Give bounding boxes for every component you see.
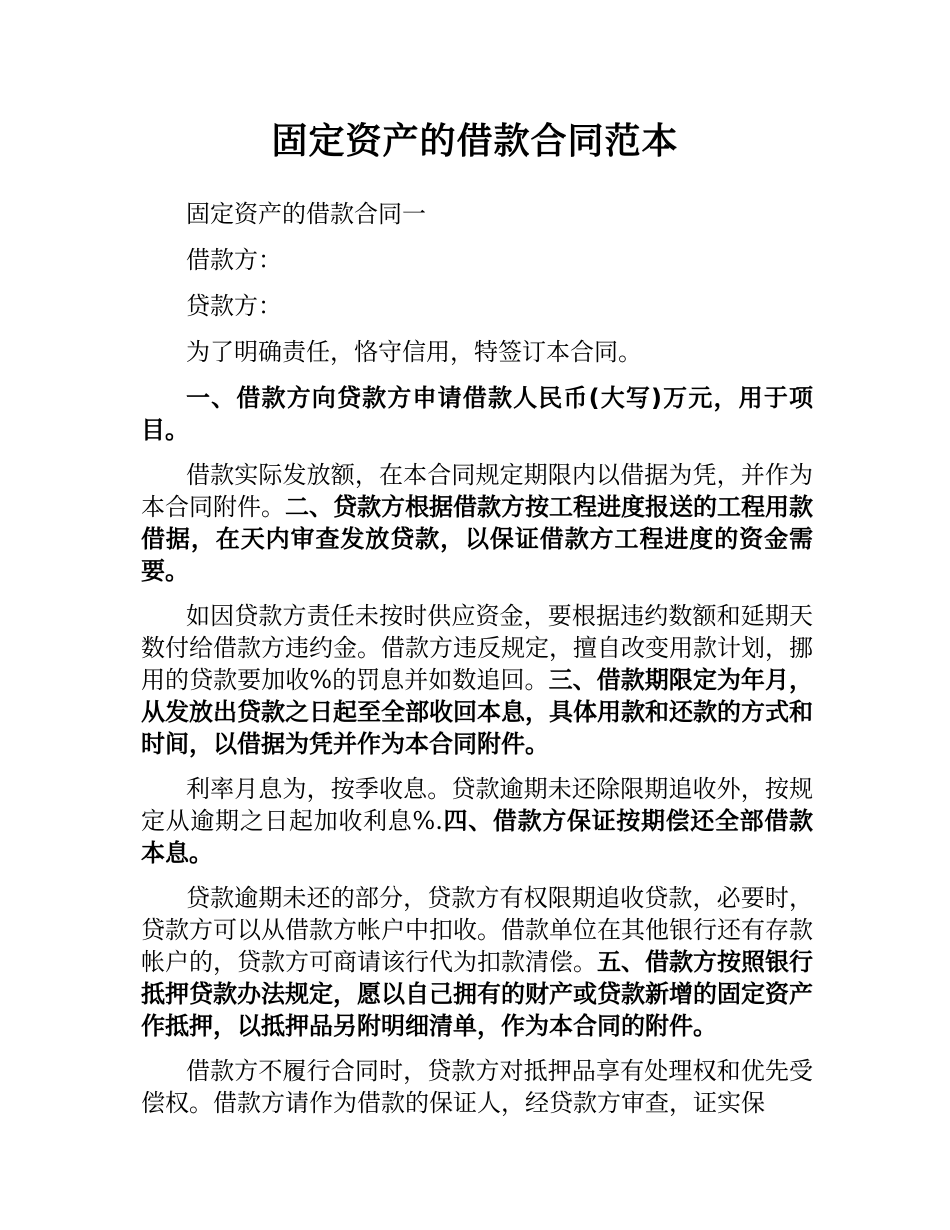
paragraph-contract-heading xyxy=(141,198,813,230)
paragraph-text: 贷款逾期未还的部分，贷款方有权限期追收贷款，必要时，贷款方可以从借款方帐户中扣收。借款单位在其他银行还有存款帐户的，贷款方可商请该行代为扣款清偿。 xyxy=(141,884,813,976)
paragraph-text: 借款实际发放额，在本合同规定期限内以借据为凭，并作为本合同附件。 xyxy=(141,461,813,521)
document-title: 固定资产的借款合同范本 xyxy=(271,121,679,162)
paragraph-guarantor xyxy=(141,1055,813,1119)
paragraph-text: 借款方： xyxy=(186,246,282,274)
paragraph-preamble xyxy=(141,336,813,368)
clause-heading: 三、借款期限定为年月，从发放出贷款之日起至全部收回本息，具体用款和还款的方式和时间，以借据为凭并作为本合同附件。 xyxy=(141,666,814,758)
paragraph-borrower xyxy=(141,244,813,276)
paragraph-clause-2 xyxy=(141,459,813,587)
paragraph-text: 固定资产的借款合同一 xyxy=(186,200,426,228)
paragraph-clause-5 xyxy=(141,882,813,1042)
clause-heading: 五、借款方按照银行抵押贷款办法规定，愿以自己拥有的财产或贷款新增的固定资产作抵押，以抵押品另附明细清单，作为本合同的附件。 xyxy=(141,948,813,1040)
paragraph-text: 如因贷款方责任未按时供应资金，要根据违约数额和延期天数付给借款方违约金。借款方违反规定，擅自改变用款计划，挪用的贷款要加收%的罚息并如数追回。 xyxy=(141,602,813,694)
document-body xyxy=(141,198,813,1132)
clause-heading: 一、借款方向贷款方申请借款人民币(大写)万元，用于项目。 xyxy=(141,384,813,444)
paragraph-text: 借款方不履行合同时，贷款方对抵押品享有处理权和优先受偿权。借款方请作为借款的保证人，经贷款方审查，证实保 xyxy=(141,1057,813,1117)
paragraph-text: 贷款方： xyxy=(186,292,282,320)
paragraph-text: 为了明确责任，恪守信用，特签订本合同。 xyxy=(186,338,642,366)
paragraph-lender xyxy=(141,290,813,322)
paragraph-text: 利率月息为，按季收息。贷款逾期未还除限期追收外，按规定从逾期之日起加收利息%. xyxy=(141,775,813,835)
paragraph-clause-3 xyxy=(141,600,813,760)
clause-heading: 二、贷款方根据借款方按工程进度报送的工程用款借据，在天内审查发放贷款，以保证借款方工程进度的资金需要。 xyxy=(141,493,813,585)
paragraph-clause-4 xyxy=(141,773,813,869)
clause-heading: 四、借款方保证按期偿还全部借款本息。 xyxy=(141,807,814,867)
paragraph-clause-1 xyxy=(141,382,813,446)
